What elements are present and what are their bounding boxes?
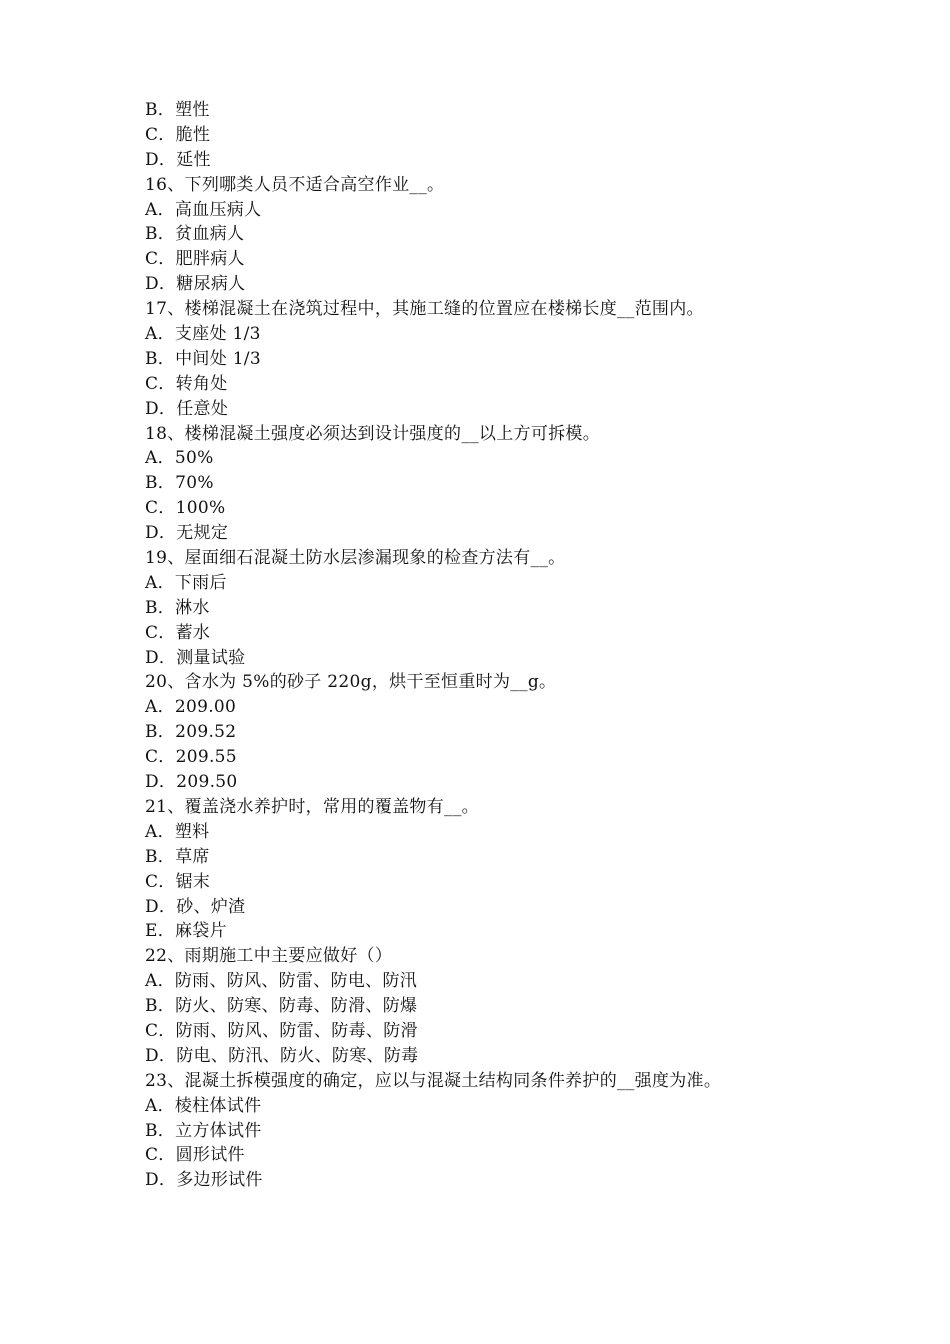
answer-option: A．高血压病人 <box>145 199 262 220</box>
answer-option: C．圆形试件 <box>145 1145 245 1166</box>
answer-option: C．脆性 <box>145 124 211 145</box>
answer-option: A．209.00 <box>145 697 237 718</box>
question-text: 21、覆盖浇水养护时，常用的覆盖物有__。 <box>145 796 479 817</box>
answer-option: C．肥胖病人 <box>145 249 245 270</box>
answer-option: A．塑料 <box>145 821 210 842</box>
question-text: 17、楼梯混凝土在浇筑过程中，其施工缝的位置应在楼梯长度__范围内。 <box>145 299 704 320</box>
answer-option: D．多边形试件 <box>145 1170 263 1191</box>
answer-option: B．中间处 1/3 <box>145 348 261 369</box>
answer-option: B．209.52 <box>145 722 237 743</box>
answer-option: B．草席 <box>145 846 210 867</box>
answer-option: B．贫血病人 <box>145 224 245 245</box>
answer-option: A．支座处 1/3 <box>145 324 261 345</box>
question-text: 18、楼梯混凝土强度必须达到设计强度的__以上方可拆模。 <box>145 423 601 444</box>
answer-option: B．塑性 <box>145 100 210 120</box>
document-body <box>145 98 905 1193</box>
answer-option: C．100% <box>145 498 226 519</box>
answer-option: A．防雨、防风、防雷、防电、防汛 <box>145 971 418 992</box>
question-text: 23、混凝土拆模强度的确定，应以与混凝土结构同条件养护的__强度为准。 <box>145 1070 722 1091</box>
answer-option: C．转角处 <box>145 373 228 394</box>
answer-option: D．209.50 <box>145 772 238 793</box>
answer-option: B．防火、防寒、防毒、防滑、防爆 <box>145 996 418 1017</box>
answer-option: D．测量试验 <box>145 647 246 668</box>
answer-option: A．50% <box>145 448 214 469</box>
answer-option: E．麻袋片 <box>145 921 227 942</box>
question-text: 19、屋面细石混凝土防水层渗漏现象的检查方法有__。 <box>145 548 566 569</box>
answer-option: B．立方体试件 <box>145 1120 262 1141</box>
answer-option: B．70% <box>145 473 214 494</box>
answer-option: B．淋水 <box>145 597 210 618</box>
question-text: 16、下列哪类人员不适合高空作业__。 <box>145 174 445 195</box>
answer-option: A．下雨后 <box>145 572 227 593</box>
answer-option: D．糖尿病人 <box>145 274 246 295</box>
answer-option: C．209.55 <box>145 747 237 768</box>
question-text: 20、含水为 5%的砂子 220g，烘干至恒重时为__g。 <box>145 672 557 693</box>
answer-option: D．任意处 <box>145 398 229 419</box>
answer-option: A．棱柱体试件 <box>145 1095 262 1116</box>
answer-option: D．无规定 <box>145 523 229 544</box>
answer-option: C．蓄水 <box>145 622 211 643</box>
question-text: 22、雨期施工中主要应做好（） <box>145 946 393 967</box>
answer-option: D．防电、防汛、防火、防寒、防毒 <box>145 1045 419 1066</box>
answer-option: C．防雨、防风、防雷、防毒、防滑 <box>145 1020 418 1041</box>
answer-option: D．砂、炉渣 <box>145 896 246 917</box>
answer-option: D．延性 <box>145 149 211 170</box>
answer-option: C．锯末 <box>145 871 211 892</box>
